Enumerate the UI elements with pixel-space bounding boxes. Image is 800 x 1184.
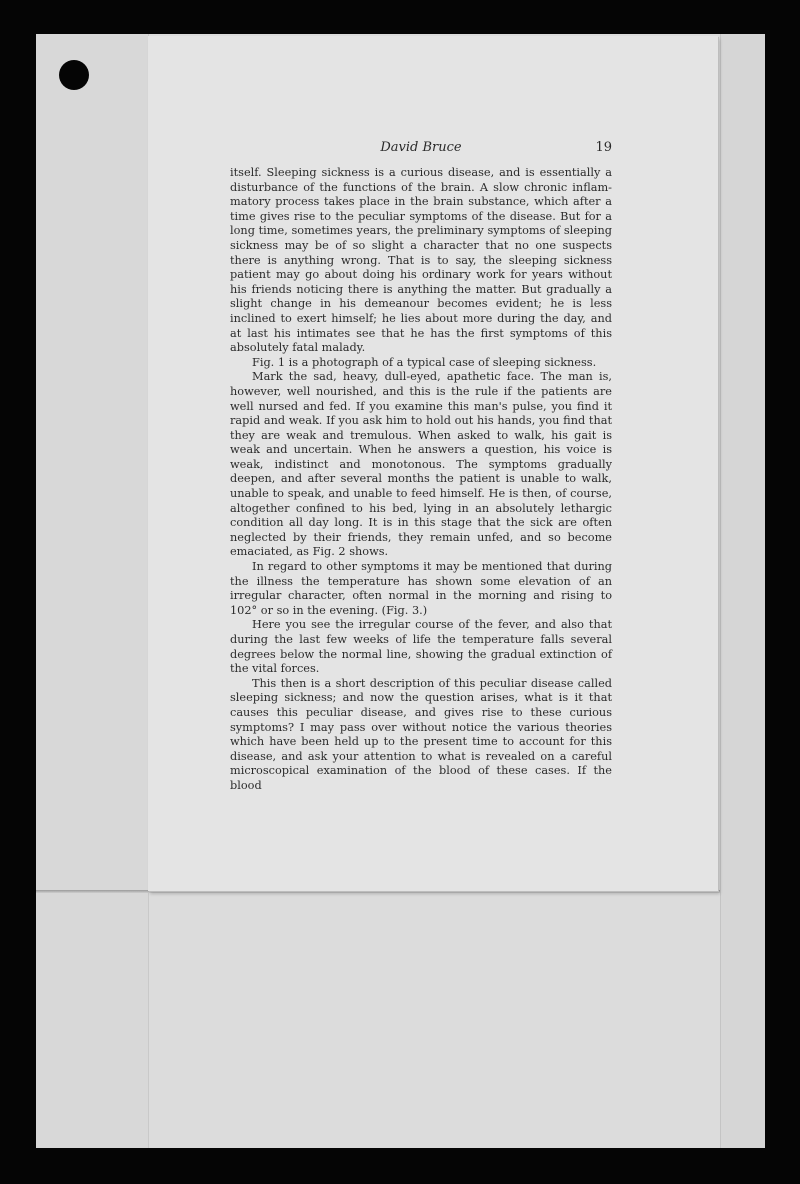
paragraph: This then is a short description of this peculiar disease called sleeping sickness; and now the question arises, what is it that causes this peculiar disease, and gives rise to these curious symptoms? I may pass over without notice the various theories which have been held up to the present time to account for this disease, and ask your attention to what is revealed on a careful microscopical examination of the blood of these cases. If the blood [230,676,612,792]
paragraph: itself. Sleeping sickness is a curious disease, and is essentially a disturbance of the functions of the brain. A slow chronic inflam- matory process takes place in the brain substance, which after a time gives rise to the peculiar symptoms of the disease. But for a long time, sometimes years, the preliminary symptoms of sleeping sickness may be of so slight a character that no one suspects there is anything wrong. That is to say, the sleeping sickness patient may go about doing his ordinary work for years without his friends noticing there is anything the matter. But gradually a slight change in his demeanour becomes evident; he is less inclined to exert himself; he lies about more during the day, and at last his intimates see that he has the first symptoms of this absolutely fatal malady. [230,166,612,355]
page-number: 19 [595,140,612,155]
page-header [230,140,612,162]
body-text [230,166,612,794]
paragraph: Here you see the irregular course of the fever, and also that during the last few weeks of life the temperature falls several degrees below the normal line, showing the gradual extinction of the vital forces. [230,618,612,676]
paragraph: Mark the sad, heavy, dull-eyed, apathetic face. The man is, however, well nourished, and this is the rule if the patients are well nursed and fed. If you examine this man's pulse, you find it rapid and weak. If you ask him to hold out his hands, you find that they are weak and tremulous. When asked to walk, his gait is weak and uncertain. When he answers a question, his voice is weak, indistinct and monotonous. The symptoms gradually deepen, and after several months the patient is unable to walk, unable to speak, and unable to feed himself. He is then, of course, altogether confined to his bed, lying in an absolutely lethargic condition all day long. It is in this stage that the sick are often neglected by their friends, they remain unfed, and so become emaciated, as Fig. 2 shows. [230,370,612,559]
paragraph: In regard to other symptoms it may be mentioned that during the illness the temperature has shown some elevation of an irregular character, often normal in the morning and rising to 102° or so in the evening. (Fig. 3.) [230,560,612,617]
running-title: David Bruce [380,140,462,155]
paragraph: Fig. 1 is a photograph of a typical case of sleeping sickness. [252,355,597,369]
backing-right-margin [720,34,765,1148]
backing-left-margin [36,34,149,1148]
punch-hole [59,60,89,90]
